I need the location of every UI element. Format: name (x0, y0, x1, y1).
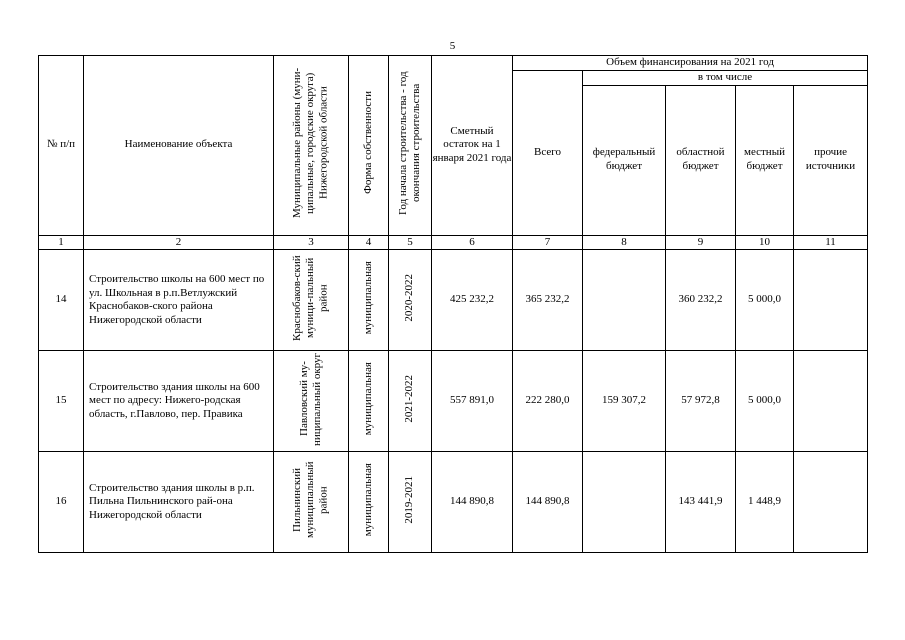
row-regional: 360 232,2 (666, 250, 736, 351)
header-federal: федеральный бюджет (583, 85, 666, 235)
column-number: 3 (274, 235, 349, 250)
header-years: Год начала строительства - год окончания строительства (396, 71, 422, 215)
row-federal (583, 250, 666, 351)
table-row (39, 351, 868, 452)
row-federal (583, 452, 666, 553)
row-other (794, 452, 868, 553)
header-districts-cell (274, 56, 349, 236)
row-total: 365 232,2 (513, 250, 583, 351)
row-num: 16 (39, 452, 84, 553)
row-num: 15 (39, 351, 84, 452)
header-years-cell (389, 56, 432, 236)
row-estimate: 557 891,0 (432, 351, 513, 452)
row-district: Краснобаков-ский муници-пальный район (291, 255, 330, 341)
column-number: 5 (389, 235, 432, 250)
header-including: в том числе (583, 70, 868, 85)
row-estimate: 144 890,8 (432, 452, 513, 553)
column-number: 1 (39, 235, 84, 250)
header-ownership: Форма собственности (361, 91, 374, 195)
row-district-cell (274, 250, 349, 351)
table-row (39, 452, 868, 553)
header-num: № п/п (39, 56, 84, 236)
row-regional: 57 972,8 (666, 351, 736, 452)
financing-table (38, 55, 868, 553)
column-number: 10 (736, 235, 794, 250)
column-number: 7 (513, 235, 583, 250)
row-district-cell (274, 351, 349, 452)
header-other: прочие источники (794, 85, 868, 235)
row-district: Пильнинский муниципальный район (291, 461, 330, 539)
row-district: Павловский му-ниципальный округ (297, 352, 323, 446)
row-num: 14 (39, 250, 84, 351)
column-number: 2 (84, 235, 274, 250)
header-regional: областной бюджет (666, 85, 736, 235)
header-districts: Муниципальные районы (муни-ципальные, городские округа) Нижегородской области (291, 67, 330, 218)
row-ownership: муниципальная (361, 362, 374, 436)
row-years-cell (389, 351, 432, 452)
column-number: 6 (432, 235, 513, 250)
header-local: местный бюджет (736, 85, 794, 235)
row-years-cell (389, 250, 432, 351)
row-total: 222 280,0 (513, 351, 583, 452)
column-number-row (39, 235, 868, 250)
row-years: 2021-2022 (403, 375, 416, 423)
row-local: 5 000,0 (736, 351, 794, 452)
column-number: 8 (583, 235, 666, 250)
row-ownership-cell (349, 452, 389, 553)
row-name: Строительство здания школы в р.п. Пильна Пильнинского рай-она Нижегородской области (84, 452, 274, 553)
column-number: 9 (666, 235, 736, 250)
row-name: Строительство здания школы на 600 мест по адресу: Нижего-родская область, г.Павлово, пер. Правика (84, 351, 274, 452)
row-total: 144 890,8 (513, 452, 583, 553)
table-row (39, 250, 868, 351)
row-local: 1 448,9 (736, 452, 794, 553)
header-total: Всего (513, 70, 583, 235)
row-ownership-cell (349, 351, 389, 452)
page-number: 5 (449, 40, 456, 52)
row-regional: 143 441,9 (666, 452, 736, 553)
row-district-cell (274, 452, 349, 553)
row-years: 2019-2021 (403, 476, 416, 524)
row-name: Строительство школы на 600 мест по ул. Школьная в р.п.Ветлужский Краснобаков-ского района Нижегородской области (84, 250, 274, 351)
header-ownership-cell (349, 56, 389, 236)
column-number: 4 (349, 235, 389, 250)
row-ownership: муниципальная (361, 463, 374, 537)
row-ownership-cell (349, 250, 389, 351)
header-funding: Объем финансирования на 2021 год (513, 56, 868, 71)
row-estimate: 425 232,2 (432, 250, 513, 351)
header-estimate: Сметный остаток на 1 января 2021 года (432, 56, 513, 236)
row-other (794, 250, 868, 351)
row-years-cell (389, 452, 432, 553)
row-federal: 159 307,2 (583, 351, 666, 452)
row-other (794, 351, 868, 452)
header-name: Наименование объекта (84, 56, 274, 236)
row-years: 2020-2022 (403, 274, 416, 322)
row-local: 5 000,0 (736, 250, 794, 351)
column-number: 11 (794, 235, 868, 250)
row-ownership: муниципальная (361, 261, 374, 335)
